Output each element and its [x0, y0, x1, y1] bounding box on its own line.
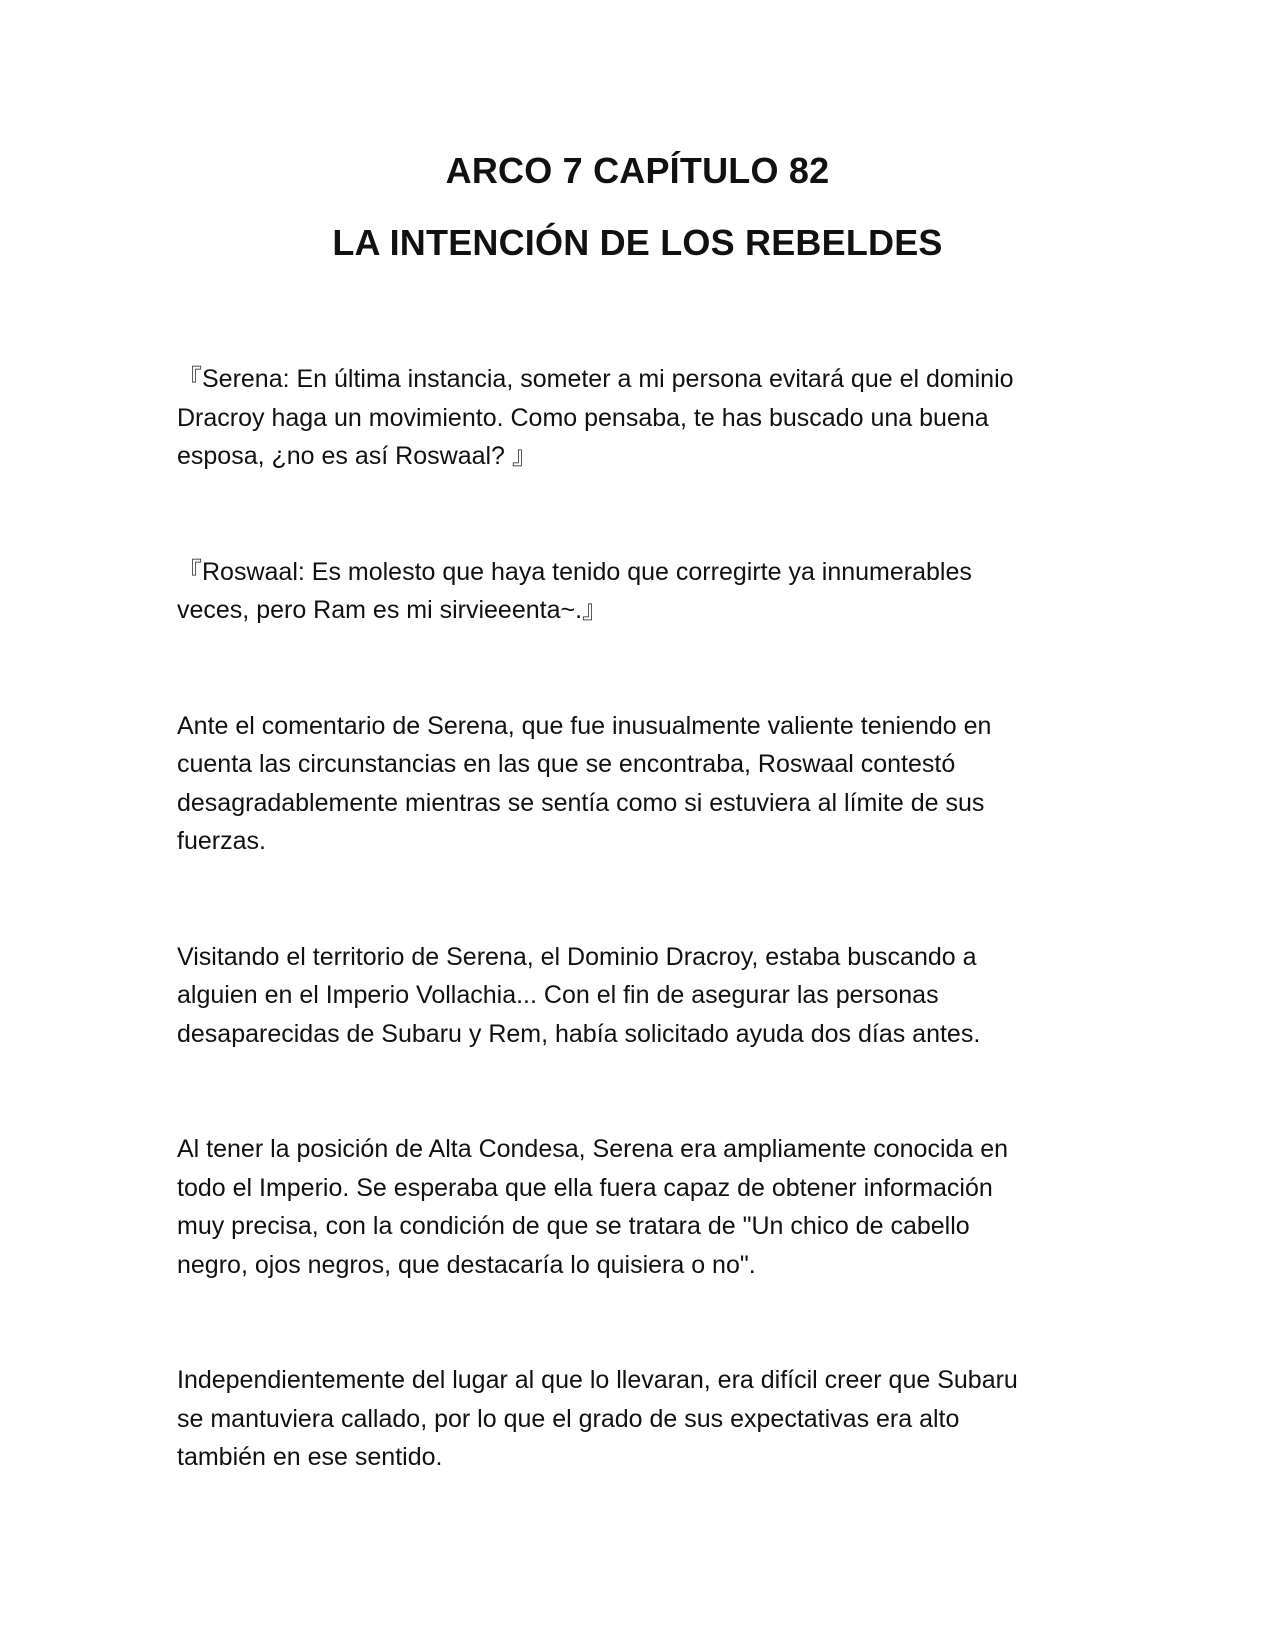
dialogue-paragraph-serena: 『Serena: En última instancia, someter a mi persona evitará que el dominio Dracroy haga un movimiento. Como pensaba, te has buscado una buena esposa, ¿no es así Roswaal? 』 [177, 365, 1014, 470]
narrative-paragraph: Al tener la posición de Alta Condesa, Serena era ampliamente conocida en todo el Imperio. Se esperaba que ella fuera capaz de obtener información muy precisa, con la condición de que se tratara de "Un chico de cabello negro, ojos negros, que destacaría lo quisiera o no". [177, 1135, 1009, 1279]
narrative-paragraph: Ante el comentario de Serena, que fue inusualmente valiente teniendo en cuenta las circunstancias en las que se encontraba, Roswaal contestó desagradablemente mientras se sentía como si estuviera al límite de sus fuerzas. [177, 711, 992, 855]
dialogue-paragraph-roswaal: 『Roswaal: Es molesto que haya tenido que corregirte ya innumerables veces, pero Ram es mi sirvieeenta~.』 [177, 557, 972, 624]
chapter-title: LA INTENCIÓN DE LOS REBELDES [332, 222, 943, 263]
narrative-paragraph: Independientemente del lugar al que lo llevaran, era difícil creer que Subaru se mantuviera callado, por lo que el grado de sus expectativas era alto también en ese sentido. [177, 1366, 1018, 1471]
chapter-number-title: ARCO 7 CAPÍTULO 82 [445, 150, 830, 191]
document-body [177, 360, 1102, 1477]
narrative-paragraph: Visitando el territorio de Serena, el Dominio Dracroy, estaba buscando a alguien en el Imperio Vollachia... Con el fin de asegurar las personas desaparecidas de Subaru y Rem, había solicitado ayuda dos días antes. [177, 942, 981, 1048]
